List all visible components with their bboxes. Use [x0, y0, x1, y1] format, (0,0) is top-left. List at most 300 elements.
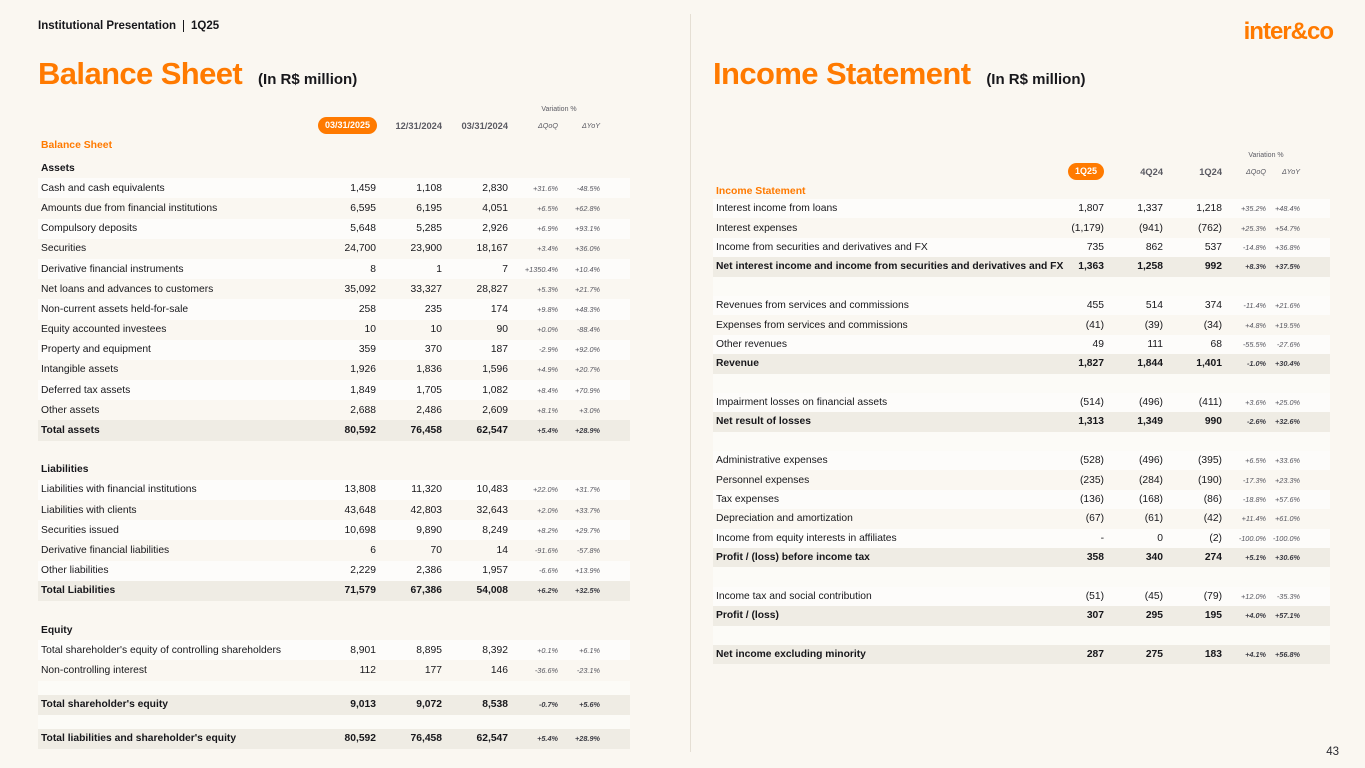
- table-row: [38, 320, 630, 340]
- value-cell: (235): [1079, 474, 1104, 486]
- value-cell: 112: [359, 664, 376, 676]
- value-cell: 1,844: [1137, 358, 1163, 370]
- page-number: 43: [1326, 746, 1339, 758]
- yoy-cell: +21.7%: [575, 284, 600, 294]
- table-row: [713, 645, 1330, 664]
- period-column-header: 12/31/2024: [395, 120, 442, 131]
- value-cell: (45): [1144, 591, 1163, 602]
- slide-header: [38, 20, 1333, 44]
- value-cell: (284): [1138, 474, 1163, 486]
- row-label: Net result of losses: [716, 416, 811, 428]
- row-label: Equity accounted investees: [41, 324, 167, 336]
- value-cell: 80,592: [344, 733, 376, 745]
- value-cell: 287: [1086, 649, 1104, 661]
- yoy-cell: -35.3%: [1276, 592, 1300, 601]
- table-row: [713, 218, 1330, 237]
- qoq-cell: +31.6%: [533, 183, 558, 193]
- value-cell: 358: [1086, 552, 1104, 564]
- value-cell: 18,167: [476, 243, 508, 255]
- value-cell: 307: [1086, 610, 1104, 622]
- table-row: [38, 540, 630, 560]
- value-cell: 5,285: [416, 223, 442, 235]
- value-cell: 10,483: [476, 484, 508, 496]
- qoq-cell: +9.8%: [537, 304, 558, 314]
- value-cell: (136): [1079, 494, 1104, 506]
- qoq-cell: +22.0%: [533, 485, 558, 495]
- value-cell: 370: [424, 344, 442, 356]
- qoq-cell: +3.4%: [537, 244, 558, 254]
- income-statement-panel: [713, 56, 1330, 664]
- yoy-cell: +33.6%: [1275, 456, 1300, 466]
- value-cell: 13,808: [344, 484, 376, 496]
- value-cell: 68: [1210, 338, 1222, 350]
- yoy-cell: +33.7%: [575, 505, 600, 515]
- value-cell: 340: [1145, 552, 1163, 564]
- yoy-cell: +10.4%: [575, 264, 600, 274]
- qoq-cell: +3.6%: [1245, 398, 1266, 408]
- value-cell: (67): [1085, 513, 1104, 525]
- row-label: Deferred tax assets: [41, 384, 131, 396]
- value-cell: (61): [1144, 513, 1163, 525]
- value-cell: (79): [1203, 591, 1222, 602]
- value-cell: 6: [370, 544, 376, 556]
- yoy-cell: +36.8%: [1275, 242, 1300, 252]
- row-label: Expenses from services and commissions: [716, 319, 908, 331]
- value-cell: 10: [364, 324, 376, 336]
- table-row: [713, 393, 1330, 412]
- value-cell: 42,803: [410, 504, 442, 516]
- section-header-row: [38, 620, 630, 640]
- value-cell: 1,926: [350, 364, 376, 376]
- row-label: Income from securities and derivatives and FX: [716, 241, 928, 253]
- value-cell: 1,957: [482, 565, 508, 577]
- value-cell: 43,648: [344, 504, 376, 516]
- value-cell: (514): [1079, 397, 1104, 409]
- qoq-cell: -17.3%: [1242, 475, 1266, 485]
- variation-percent-label: Variation %: [1248, 152, 1284, 159]
- value-cell: 10,698: [344, 524, 376, 536]
- value-cell: 187: [490, 344, 508, 356]
- value-cell: 62,547: [476, 733, 508, 745]
- qoq-cell: +6.9%: [537, 224, 558, 234]
- income-statement-heading: [713, 56, 1330, 97]
- value-cell: 5,648: [350, 223, 376, 235]
- table-row: [713, 529, 1330, 548]
- value-cell: 8,538: [482, 699, 508, 711]
- value-cell: 2,229: [350, 565, 376, 577]
- presentation-title: Institutional Presentation: [38, 20, 177, 32]
- spacer-row: [713, 626, 1330, 645]
- spacer-row: [713, 567, 1330, 586]
- variation-percent-label: Variation %: [541, 106, 577, 113]
- value-cell: (941): [1138, 222, 1163, 234]
- row-label: Non-current assets held-for-sale: [41, 303, 189, 315]
- value-cell: 67,386: [410, 585, 442, 597]
- value-cell: 0: [1157, 532, 1163, 544]
- value-cell: (2): [1209, 532, 1222, 544]
- row-label: Income tax and social contribution: [716, 591, 872, 602]
- header-divider: [183, 20, 184, 32]
- value-cell: 23,900: [410, 243, 442, 255]
- yoy-cell: +32.5%: [575, 586, 600, 596]
- value-cell: 8: [370, 263, 376, 275]
- qoq-cell: +11.4%: [1241, 514, 1266, 524]
- income-statement-table: [713, 149, 1330, 664]
- row-label: Net loans and advances to customers: [41, 283, 214, 295]
- row-label: Interest income from loans: [716, 203, 838, 215]
- section-label: Assets: [41, 162, 75, 174]
- table-row: [38, 380, 630, 400]
- value-cell: 8,901: [350, 644, 376, 656]
- panel-divider: [690, 14, 691, 752]
- row-label: Total assets: [41, 425, 100, 437]
- delta-column-header: ΔQoQ: [537, 121, 558, 130]
- qoq-cell: -55.5%: [1242, 339, 1266, 349]
- value-cell: 10: [430, 324, 442, 336]
- value-cell: (51): [1085, 591, 1104, 602]
- table-row: [38, 520, 630, 540]
- yoy-cell: +30.4%: [1275, 359, 1300, 369]
- value-cell: (39): [1144, 319, 1163, 331]
- table-title-label: Income Statement: [716, 186, 806, 197]
- value-cell: (86): [1203, 494, 1222, 506]
- value-cell: 1,082: [482, 384, 508, 396]
- row-label: Interest expenses: [716, 222, 798, 234]
- table-row: [38, 340, 630, 360]
- value-cell: 54,008: [476, 585, 508, 597]
- value-cell: 90: [496, 324, 508, 336]
- yoy-cell: +32.6%: [1275, 417, 1300, 427]
- yoy-cell: +5.6%: [579, 700, 600, 710]
- value-cell: 2,830: [482, 182, 508, 194]
- table-row: [38, 660, 630, 680]
- value-cell: 1,258: [1137, 261, 1163, 273]
- yoy-cell: +62.8%: [575, 203, 600, 213]
- row-label: Tax expenses: [716, 494, 779, 506]
- row-label: Other revenues: [716, 338, 787, 350]
- yoy-cell: +48.4%: [1275, 204, 1300, 214]
- balance-sheet-table: [38, 103, 630, 749]
- qoq-cell: -91.6%: [534, 545, 558, 555]
- row-label: Derivative financial liabilities: [41, 544, 170, 556]
- table-row: [38, 279, 630, 299]
- yoy-cell: +25.0%: [1275, 398, 1300, 408]
- period-column-header: [318, 117, 384, 134]
- column-header-row: [38, 116, 630, 135]
- value-cell: 14: [496, 544, 508, 556]
- value-cell: 1,849: [350, 384, 376, 396]
- yoy-cell: +92.0%: [575, 345, 600, 355]
- table-row: [713, 606, 1330, 625]
- qoq-cell: -36.6%: [534, 665, 558, 675]
- value-cell: 174: [490, 303, 508, 315]
- value-cell: 862: [1145, 241, 1163, 253]
- qoq-cell: +5.3%: [537, 284, 558, 294]
- table-row: [38, 299, 630, 319]
- balance-sheet-panel: [38, 56, 630, 749]
- yoy-cell: +21.6%: [1275, 301, 1300, 311]
- qoq-cell: +6.5%: [537, 203, 558, 213]
- yoy-cell: +23.3%: [1275, 475, 1300, 485]
- table-row: [38, 561, 630, 581]
- value-cell: 1,459: [350, 182, 376, 194]
- value-cell: 992: [1204, 261, 1222, 273]
- yoy-cell: -100.0%: [1272, 533, 1300, 543]
- variation-header-row: [713, 149, 1330, 162]
- value-cell: 4,051: [482, 202, 508, 214]
- table-row: [38, 219, 630, 239]
- row-label: Profit / (loss): [716, 610, 779, 622]
- value-cell: 1,337: [1137, 203, 1163, 215]
- value-cell: (42): [1203, 513, 1222, 525]
- yoy-cell: +19.5%: [1275, 320, 1300, 330]
- qoq-cell: +35.2%: [1241, 204, 1266, 214]
- value-cell: 70: [430, 544, 442, 556]
- table-row: [38, 695, 630, 715]
- value-cell: 9,072: [416, 699, 442, 711]
- yoy-cell: +54.7%: [1275, 223, 1300, 233]
- yoy-cell: -48.5%: [576, 183, 600, 193]
- yoy-cell: +57.1%: [1275, 611, 1300, 621]
- table-row: [713, 548, 1330, 567]
- table-row: [713, 238, 1330, 257]
- yoy-cell: -88.4%: [576, 325, 600, 335]
- qoq-cell: -100.0%: [1238, 533, 1266, 543]
- qoq-cell: +5.1%: [1245, 553, 1266, 563]
- value-cell: 537: [1204, 241, 1222, 253]
- table-row: [38, 500, 630, 520]
- row-label: Net interest income and income from securities and derivatives and FX: [716, 261, 1064, 273]
- table-row: [38, 360, 630, 380]
- yoy-cell: +30.6%: [1275, 553, 1300, 563]
- table-row: [38, 581, 630, 601]
- yoy-cell: +56.8%: [1275, 650, 1300, 660]
- qoq-cell: +8.2%: [537, 525, 558, 535]
- yoy-cell: +28.9%: [575, 426, 600, 436]
- qoq-cell: +1350.4%: [524, 264, 558, 274]
- column-header-row: [713, 162, 1330, 181]
- table-row: [713, 412, 1330, 431]
- row-label: Liabilities with financial institutions: [41, 484, 197, 496]
- spacer-row: [713, 277, 1330, 296]
- period-column-header: 03/31/2024: [461, 120, 508, 131]
- value-cell: 1,218: [1196, 203, 1222, 215]
- qoq-cell: -0.7%: [538, 700, 558, 710]
- table-row: [713, 335, 1330, 354]
- qoq-cell: +25.3%: [1241, 223, 1266, 233]
- spacer-row: [713, 432, 1330, 451]
- delta-column-header: ΔQoQ: [1245, 167, 1266, 176]
- value-cell: 9,013: [350, 699, 376, 711]
- row-label: Intangible assets: [41, 364, 119, 376]
- table-row: [38, 198, 630, 218]
- value-cell: 514: [1145, 300, 1163, 312]
- value-cell: (168): [1138, 494, 1163, 506]
- period-column-header: 1Q24: [1199, 166, 1222, 177]
- row-label: Profit / (loss) before income tax: [716, 552, 870, 564]
- value-cell: -: [1100, 532, 1104, 544]
- value-cell: 62,547: [476, 425, 508, 437]
- value-cell: 6,195: [416, 202, 442, 214]
- table-row: [713, 509, 1330, 528]
- section-label: Equity: [41, 624, 73, 636]
- section-header-row: [38, 158, 630, 178]
- table-row: [38, 239, 630, 259]
- value-cell: 275: [1145, 649, 1163, 661]
- value-cell: (395): [1197, 455, 1222, 467]
- qoq-cell: -14.8%: [1242, 242, 1266, 252]
- period-column-header: [1053, 163, 1112, 180]
- period-column-header: 4Q24: [1140, 166, 1163, 177]
- qoq-cell: +5.4%: [537, 426, 558, 436]
- value-cell: 1,363: [1078, 261, 1104, 273]
- yoy-cell: +31.7%: [575, 485, 600, 495]
- row-label: Revenues from services and commissions: [716, 300, 909, 312]
- section-header-row: [38, 460, 630, 480]
- value-cell: 2,609: [482, 404, 508, 416]
- row-label: Total liabilities and shareholder's equity: [41, 733, 237, 745]
- table-title-label: Balance Sheet: [41, 140, 113, 151]
- table-row: [713, 587, 1330, 606]
- value-cell: 359: [358, 344, 376, 356]
- value-cell: (41): [1085, 319, 1104, 331]
- value-cell: 455: [1086, 300, 1104, 312]
- table-row: [713, 451, 1330, 470]
- value-cell: 146: [490, 664, 508, 676]
- qoq-cell: +4.8%: [1245, 320, 1266, 330]
- value-cell: 274: [1204, 552, 1222, 564]
- row-label: Liabilities with clients: [41, 504, 137, 516]
- row-label: Administrative expenses: [716, 455, 828, 467]
- value-cell: 9,890: [416, 524, 442, 536]
- section-label: Liabilities: [41, 464, 89, 476]
- value-cell: (34): [1203, 319, 1222, 331]
- row-label: Compulsory deposits: [41, 223, 138, 235]
- yoy-cell: +48.3%: [575, 304, 600, 314]
- value-cell: (496): [1138, 455, 1163, 467]
- value-cell: 374: [1204, 300, 1222, 312]
- value-cell: 1,827: [1078, 358, 1104, 370]
- qoq-cell: -2.9%: [538, 345, 558, 355]
- row-label: Personnel expenses: [716, 474, 810, 486]
- qoq-cell: +8.3%: [1245, 262, 1266, 272]
- yoy-cell: -23.1%: [576, 665, 600, 675]
- value-cell: 35,092: [344, 283, 376, 295]
- delta-column-header: ΔYoY: [581, 121, 600, 130]
- row-label: Depreciation and amortization: [716, 513, 853, 525]
- yoy-cell: +57.6%: [1275, 495, 1300, 505]
- table-row: [713, 490, 1330, 509]
- qoq-cell: +0.1%: [537, 645, 558, 655]
- header-quarter: 1Q25: [191, 20, 220, 32]
- value-cell: 1: [436, 263, 442, 275]
- value-cell: 1,401: [1196, 358, 1222, 370]
- balance-sheet-heading: [38, 56, 630, 97]
- delta-column-header: ΔYoY: [1281, 167, 1300, 176]
- spacer-row: [38, 681, 630, 695]
- qoq-cell: +4.1%: [1245, 650, 1266, 660]
- row-label: Net income excluding minority: [716, 649, 866, 661]
- yoy-cell: +3.0%: [579, 405, 600, 415]
- value-cell: 735: [1086, 241, 1104, 253]
- value-cell: 2,926: [482, 223, 508, 235]
- value-cell: (1,179): [1071, 222, 1104, 234]
- value-cell: 76,458: [410, 733, 442, 745]
- value-cell: 195: [1204, 610, 1222, 622]
- value-cell: 1,807: [1078, 203, 1104, 215]
- value-cell: 6,595: [350, 202, 376, 214]
- table-row: [38, 420, 630, 440]
- qoq-cell: +8.4%: [537, 385, 558, 395]
- value-cell: 71,579: [344, 585, 376, 597]
- value-cell: (190): [1197, 474, 1222, 486]
- qoq-cell: +5.4%: [537, 734, 558, 744]
- yoy-cell: +61.0%: [1275, 514, 1300, 524]
- yoy-cell: +13.9%: [575, 566, 600, 576]
- row-label: Revenue: [716, 358, 759, 370]
- breadcrumb: [38, 20, 219, 32]
- income-statement-title: Income Statement: [713, 56, 971, 91]
- value-cell: 258: [358, 303, 376, 315]
- spacer-row: [38, 715, 630, 729]
- table-row: [38, 178, 630, 198]
- value-cell: 2,688: [350, 404, 376, 416]
- value-cell: 80,592: [344, 425, 376, 437]
- value-cell: 8,895: [416, 644, 442, 656]
- value-cell: 1,349: [1137, 416, 1163, 428]
- qoq-cell: +0.0%: [537, 325, 558, 335]
- qoq-cell: +2.0%: [537, 505, 558, 515]
- qoq-cell: -18.8%: [1242, 495, 1266, 505]
- qoq-cell: +6.5%: [1245, 456, 1266, 466]
- value-cell: 295: [1145, 610, 1163, 622]
- value-cell: 1,108: [416, 182, 442, 194]
- yoy-cell: +93.1%: [575, 224, 600, 234]
- value-cell: (496): [1138, 397, 1163, 409]
- qoq-cell: +8.1%: [537, 405, 558, 415]
- balance-sheet-unit: (In R$ million): [258, 71, 358, 88]
- current-period-pill: 03/31/2025: [318, 117, 377, 134]
- table-row: [38, 400, 630, 420]
- yoy-cell: +28.9%: [575, 734, 600, 744]
- table-row: [38, 259, 630, 279]
- value-cell: 28,827: [476, 283, 508, 295]
- table-row: [38, 729, 630, 749]
- yoy-cell: +70.9%: [575, 385, 600, 395]
- value-cell: 8,392: [482, 644, 508, 656]
- yoy-cell: +20.7%: [575, 365, 600, 375]
- balance-sheet-title: Balance Sheet: [38, 56, 243, 91]
- qoq-cell: -11.4%: [1243, 301, 1266, 311]
- table-row: [713, 470, 1330, 489]
- value-cell: 76,458: [410, 425, 442, 437]
- value-cell: 111: [1147, 338, 1163, 350]
- row-label: Total shareholder's equity: [41, 699, 168, 711]
- row-label: Other assets: [41, 404, 100, 416]
- row-label: Income from equity interests in affiliates: [716, 532, 897, 544]
- value-cell: 2,486: [416, 404, 442, 416]
- value-cell: 1,705: [416, 384, 442, 396]
- yoy-cell: -27.6%: [1276, 339, 1300, 349]
- row-label: Impairment losses on financial assets: [716, 397, 888, 409]
- spacer-row: [713, 374, 1330, 393]
- value-cell: 177: [424, 664, 442, 676]
- yoy-cell: +37.5%: [1275, 262, 1300, 272]
- row-label: Property and equipment: [41, 344, 151, 356]
- value-cell: (528): [1079, 455, 1104, 467]
- qoq-cell: -2.6%: [1246, 417, 1266, 427]
- value-cell: (411): [1198, 397, 1222, 409]
